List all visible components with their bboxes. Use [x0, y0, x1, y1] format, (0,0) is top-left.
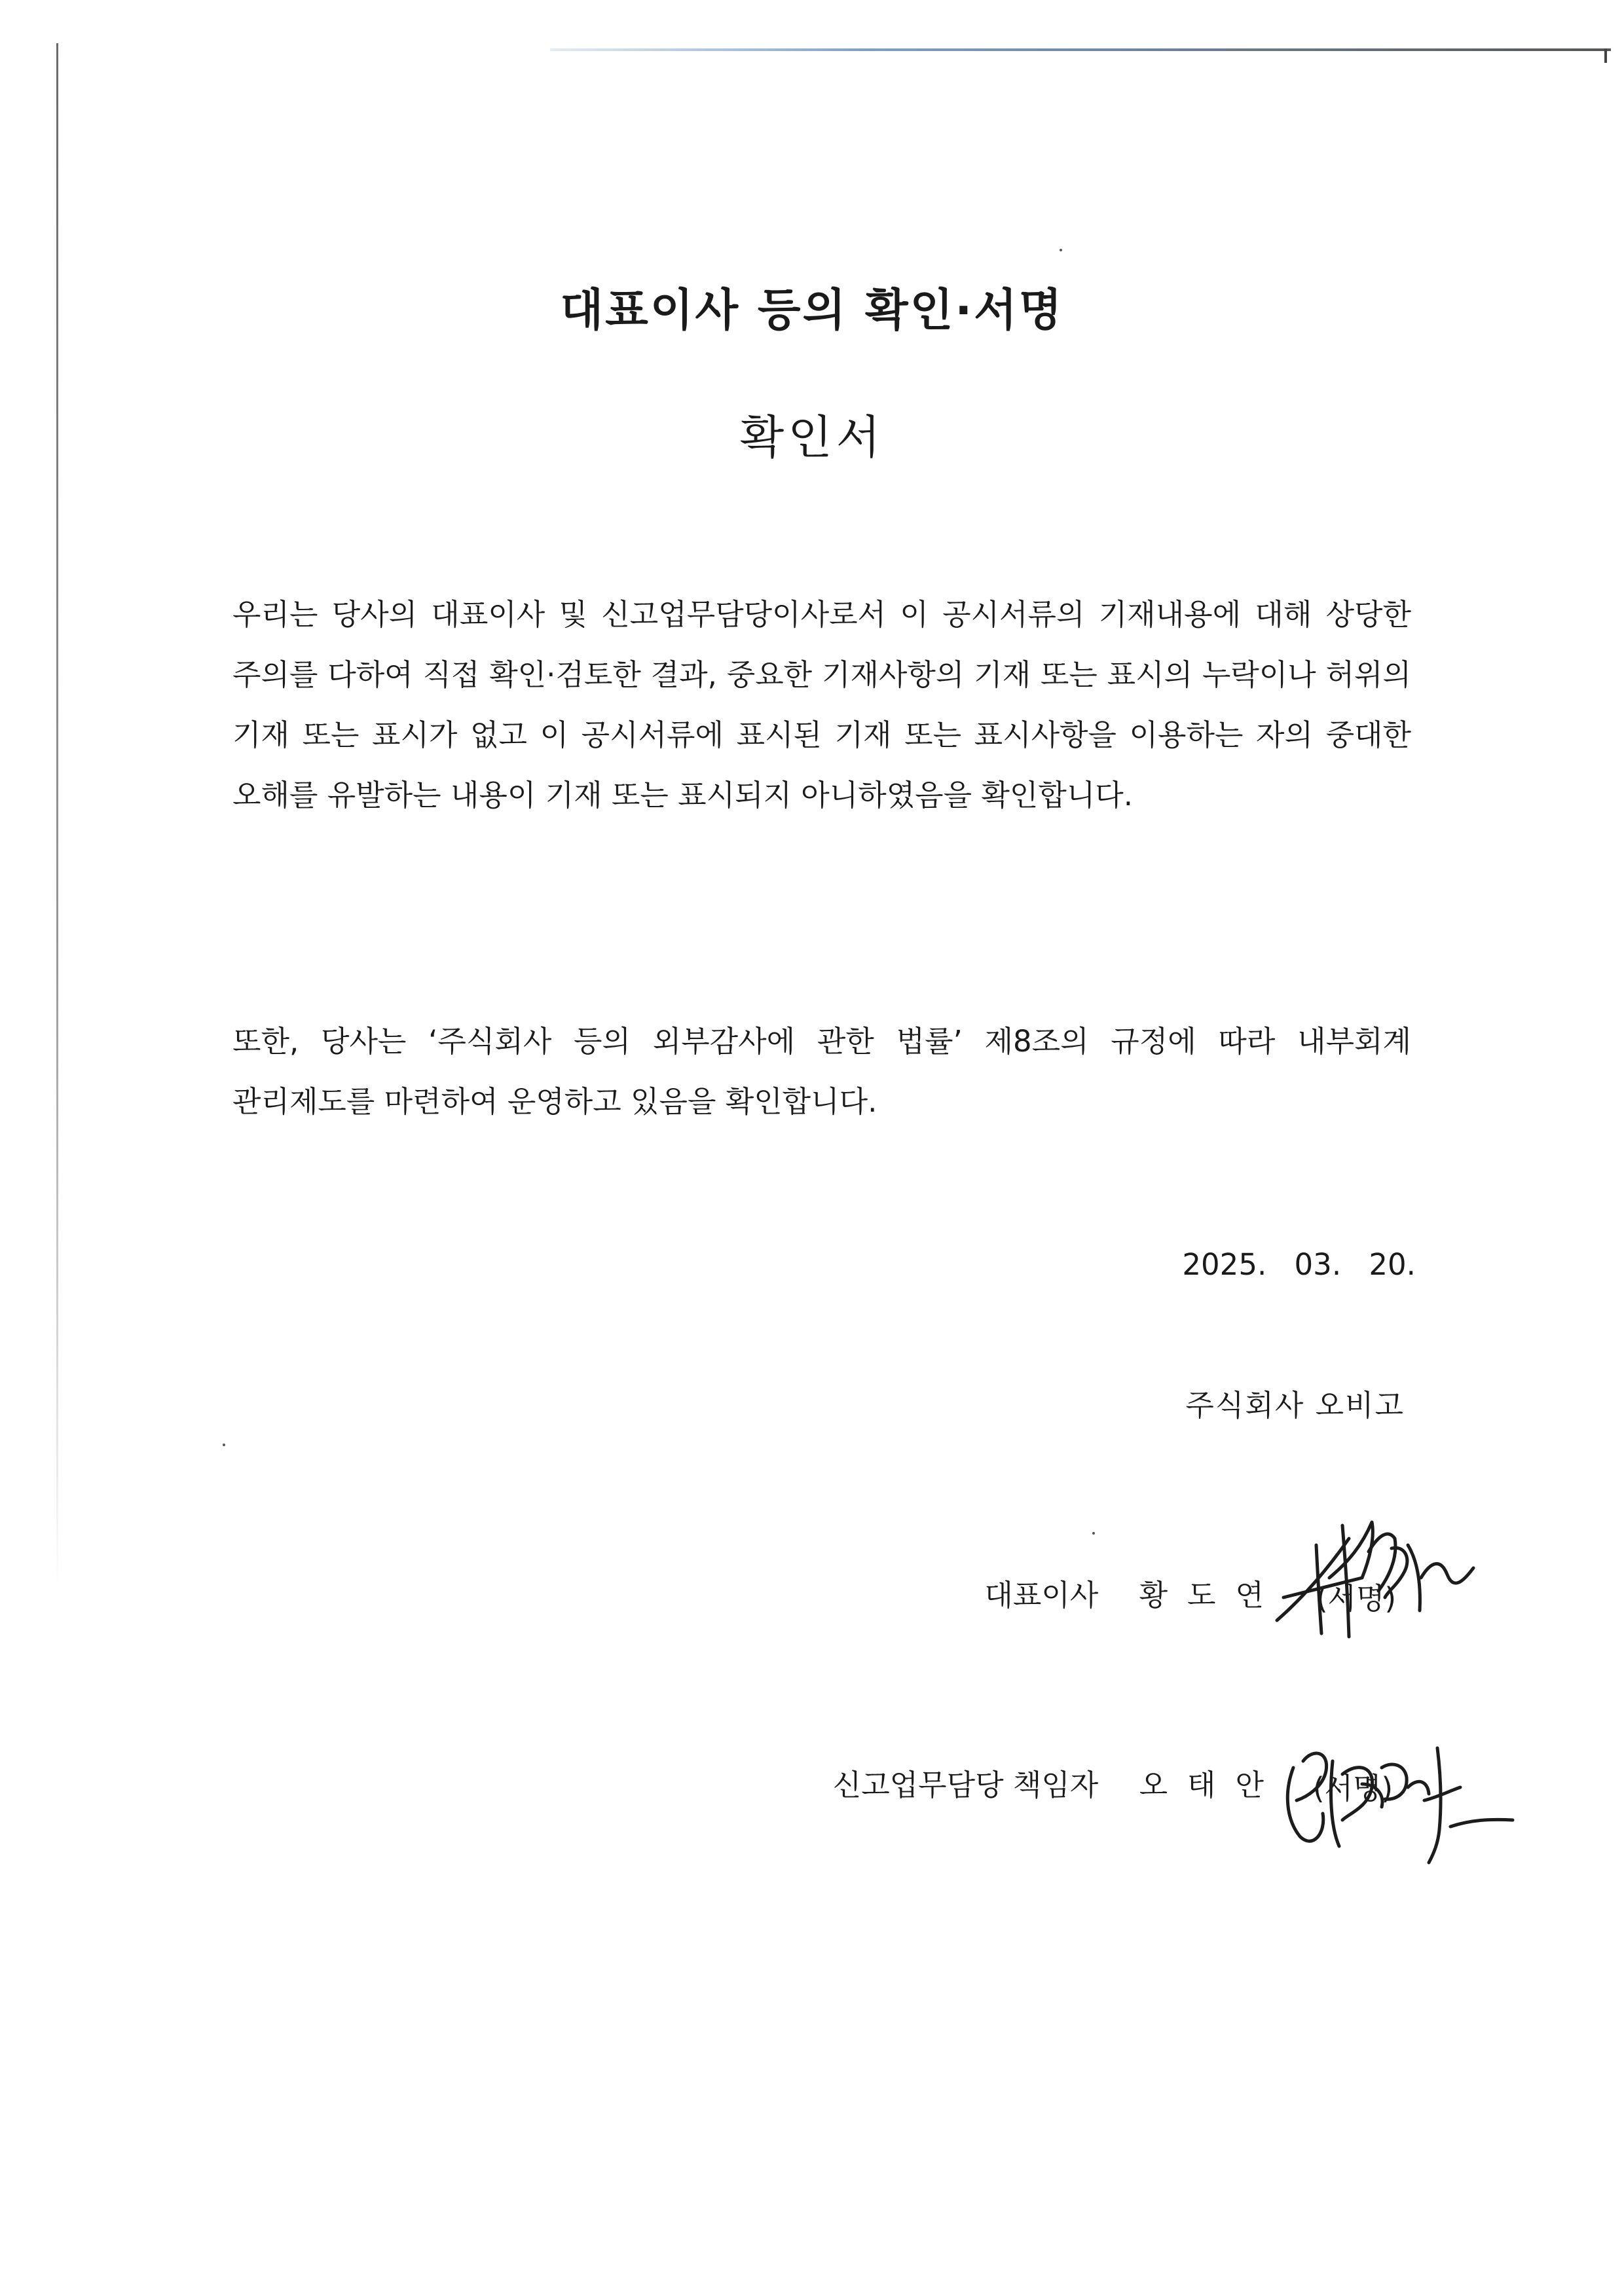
- company-name: 주식회사 오비고: [1185, 1388, 1405, 1423]
- scan-speck: [1092, 1532, 1095, 1535]
- signature-label: (서명): [1316, 1581, 1397, 1616]
- signatory-role: 대표이사: [984, 1578, 1099, 1613]
- confirmation-paragraph: 우리는 당사의 대표이사 및 신고업무담당이사로서 이 공시서류의 기재내용에 대해 상당한 주의를 다하여 직접 확인·검토한 결과, 중요한 기재사항의 기재 또는 표시의 누락이나 허위의 기재 또는 표시가 없고 이 공시서류에 표시된 기재 또는 표시사항을 이용하는 자의 중대한 오해를 유발하는 내용이 기재 또는 표시되지 아니하였음을 확인합니다.: [232, 597, 1411, 812]
- scan-speck: [223, 1444, 225, 1446]
- signatory-ceo: [984, 1571, 1283, 1614]
- scan-edge-top-corner: [1604, 48, 1607, 63]
- signatory-name: 황도연: [1139, 1578, 1283, 1613]
- signatory-role: 신고업무담당 책임자: [832, 1768, 1099, 1802]
- document-date: 2025. 03. 20.: [1182, 1247, 1416, 1282]
- internal-control-paragraph: 또한, 당사는 ‘주식회사 등의 외부감사에 관한 법률’ 제8조의 규정에 따라 내부회계 관리제도를 마련하여 운영하고 있음을 확인합니다.: [232, 1024, 1411, 1119]
- document-subtitle: 확인서: [739, 410, 885, 464]
- scan-edge-top: [550, 48, 1611, 51]
- signatory-name: 오태안: [1139, 1768, 1283, 1802]
- signature-label: (서명): [1313, 1771, 1393, 1806]
- signatory-disclosure-officer: [833, 1761, 1283, 1804]
- handwritten-signature-ceo: [1264, 1499, 1500, 1650]
- handwritten-signature-disclosure-officer: [1277, 1722, 1526, 1872]
- scan-speck: [1060, 249, 1062, 251]
- document-title: 대표이사 등의 확인·서명: [560, 285, 1064, 337]
